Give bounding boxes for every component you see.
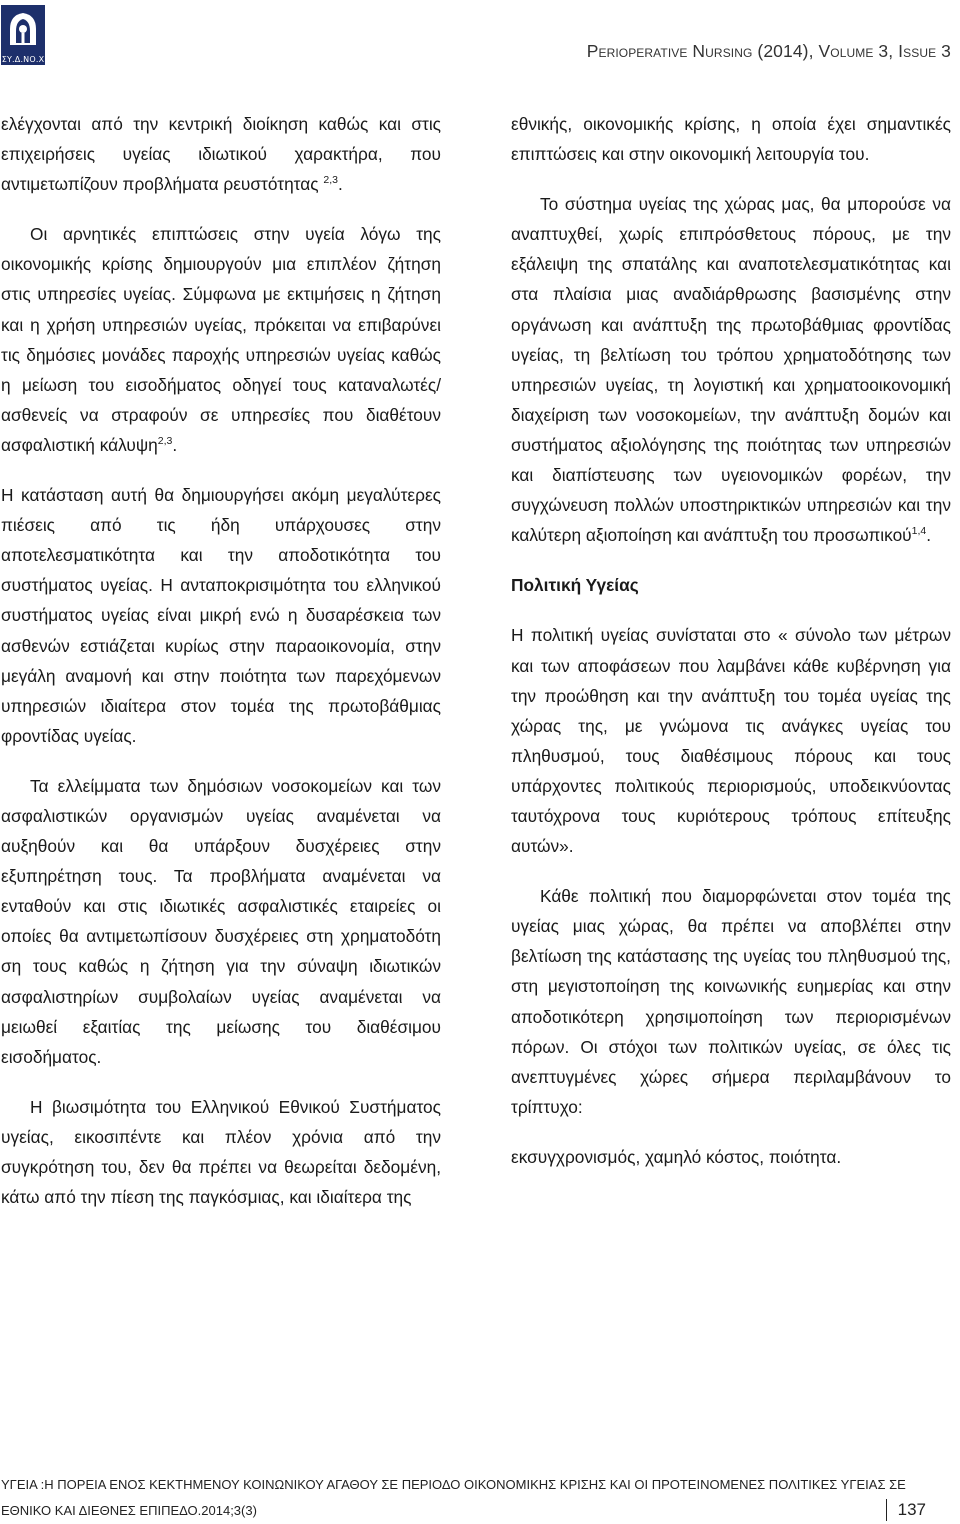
left-column	[1, 109, 441, 1232]
page-number: 137	[886, 1499, 926, 1521]
section-heading: Πολιτική Υγείας	[511, 575, 639, 596]
paragraph-text: Το σύστημα υγείας της χώρας μας, θα μπορούσε να αναπτυχθεί, χωρίς επιπρόσθετους πόρους, με την εξάλειψη της σπατάλης και αναποτελεσματικότητας και στα πλαίσια μιας αναδιάρθρωσης βασισμένης στην οργάνωση και ανάπτυξη της πρωτοβάθμιας φροντίδας υγείας, τη βελτίωση του τρόπου χρηματοδότησης των υπηρεσιών υγείας, τη λογιστική και χρηματοοικονομική διαχείριση των νοσοκομείων, την ανάπτυξη δομών και συστήματος αξιολόγησης της ποιότητας των υπηρεσιών και διαπίστευσης των υγειονομικών φορέων, την συγχώνευση πολλών υποστηρικτικών υπηρεσιών και την καλύτερη αξιοποίηση και ανάπτυξη του προσωπικού	[511, 194, 951, 546]
footer-title: ΥΓΕΙΑ :Η ΠΟΡΕΙΑ ΕΝΟΣ ΚΕΚΤΗΜΕΝΟΥ ΚΟΙΝΩΝΙΚΟΥ ΑΓΑΘΟΥ ΣΕ ΠΕΡΙΟΔΟ ΟΙΚΟΝΟΜΙΚΗΣ ΚΡΙΣΗΣ ΚΑΙ ΟΙ ΠΡΟΤΕΙΝΟΜΕΝΕΣ ΠΟΛΙΤΙΚΕΣ ΥΓΕΙΑΣ ΣΕ	[1, 1477, 906, 1492]
paragraph-end: .	[926, 525, 932, 546]
right-column	[511, 109, 951, 1192]
logo-emblem-icon	[6, 9, 40, 49]
paragraph: εκσυγχρονισμός, χαμηλό κόστος, ποιότητα.	[511, 1146, 842, 1167]
paragraph	[511, 189, 951, 550]
page-footer	[1, 1472, 956, 1524]
footer-citation: ΕΘΝΙΚΟ ΚΑΙ ΔΙΕΘΝΕΣ ΕΠΙΠΕΔΟ.2014;3(3)	[1, 1503, 257, 1518]
paragraph: Η κατάσταση αυτή θα δημιουργήσει ακόμη μεγαλύτερες πιέσεις από τις ήδη υπάρχουσες στην αποτελεσματικότητα και την αποδοτικότητα του συστήματος υγείας. Η ανταποκρισιμότητα του ελληνικού συστήματος υγείας είναι μικρή ενώ η δυσαρέσκεια των ασθενών εστιάζεται κυρίως στην παραοικονομία, στην μεγάλη αναμονή και στην ποιότητα των παρεχόμενων υπηρεσιών ιδιαίτερα στον τομέα της πρωτοβάθμιας φροντίδας υγείας.	[1, 485, 441, 746]
paragraph-text: ελέγχονται από την κεντρική διοίκηση καθώς και στις επιχειρήσεις υγείας ιδιωτικού χαρακτήρα, που αντιμετωπίζουν προβλήματα ρευστότητας	[1, 114, 441, 195]
paragraph-end: .	[172, 434, 178, 455]
citation: 2,3	[157, 434, 173, 447]
logo-label: ΣΥ.Δ.ΝΟ.Χ	[1, 55, 45, 64]
journal-running-header: Perioperative Nursing (2014), Volume 3, Issue 3	[586, 41, 951, 61]
citation: 1,4	[911, 525, 927, 538]
society-logo	[1, 5, 45, 65]
paragraph	[1, 219, 441, 460]
paragraph: Τα ελλείμματα των δημόσιων νοσοκομείων και των ασφαλιστικών οργανισμών υγείας αναμένεται να αυξηθούν και θα υπάρξουν δυσχέρειες στην εξυπηρέτηση τους. Τα προβλήματα αναμένεται να ενταθούν και στις ιδιωτικές ασφαλιστικές εταιρείες οι οποίες θα αντιμετωπίσουν δυσχέρειες στη χρηματοδότη ση τους καθώς η ζήτηση για την σύναψη ιδιωτικών ασφαλιστηρίων συμβολαίων υγείας αναμένεται να μειωθεί εξαιτίας της μείωσης του διαθέσιμου εισοδήματος.	[1, 775, 441, 1067]
paragraph: Η πολιτική υγείας συνίσταται στο « σύνολο των μέτρων και των αποφάσεων που λαμβάνει κάθε κυβέρνηση για την προώθηση και την ανάπτυξη του τομέα υγείας της χώρας της, με γνώμονα τις ανάγκες υγείας του πληθυσμού, τους διαθέσιμους πόρους και τους υπάρχοντες πολιτικούς περιορισμούς, υποδεικνύοντας ταυτόχρονα τους κυριότερους τρόπους επίτευξης αυτών».	[511, 625, 951, 857]
paragraph	[1, 109, 441, 199]
paragraph: Η βιωσιμότητα του Ελληνικού Εθνικού Συστήματος υγείας, εικοσιπέντε και πλέον χρόνια από την συγκρότηση του, δεν θα πρέπει να θεωρείται δεδομένη, κάτω από την πίεση της παγκόσμιας, και ιδιαίτερα της	[1, 1096, 441, 1208]
citation: 2,3	[323, 174, 338, 187]
paragraph-end: .	[338, 174, 343, 195]
footer-row	[1, 1498, 956, 1524]
paragraph: Κάθε πολιτική που διαμορφώνεται στον τομέα της υγείας μιας χώρας, θα πρέπει να αποβλέπει στην βελτίωση της κατάστασης της υγείας του πληθυσμού της, στη μεγιστοποίηση της κοινωνικής ευημερίας και στην αποδοτικότερη χρησιμοποίηση των περιορισμένων πόρων. Οι στόχοι των πολιτικών υγείας, σε όλες τις ανεπτυγμένες χώρες σήμερα περιλαμβάνουν το τρίπτυχο:	[511, 886, 951, 1117]
paragraph-text: Οι αρνητικές επιπτώσεις στην υγεία λόγω της οικονομικής κρίσης δημιουργούν μια επιπλέον ζήτηση στις υπηρεσίες υγείας. Σύμφωνα με εκτιμήσεις η ζήτηση και η χρήση υπηρεσιών υγείας, πρόκειται να επιβαρύνει τις δημόσιες μονάδες παροχής υπηρεσιών υγείας καθώς η μείωση του εισοδήματος οδηγεί τους καταναλωτές/ ασθενείς να στραφούν σε υπηρεσίες που διαθέτουν ασφαλιστική κάλυψη	[1, 224, 441, 455]
paragraph: εθνικής, οικονομικής κρίσης, η οποία έχει σημαντικές επιπτώσεις και στην οικονομική λειτουργία του.	[511, 114, 951, 165]
